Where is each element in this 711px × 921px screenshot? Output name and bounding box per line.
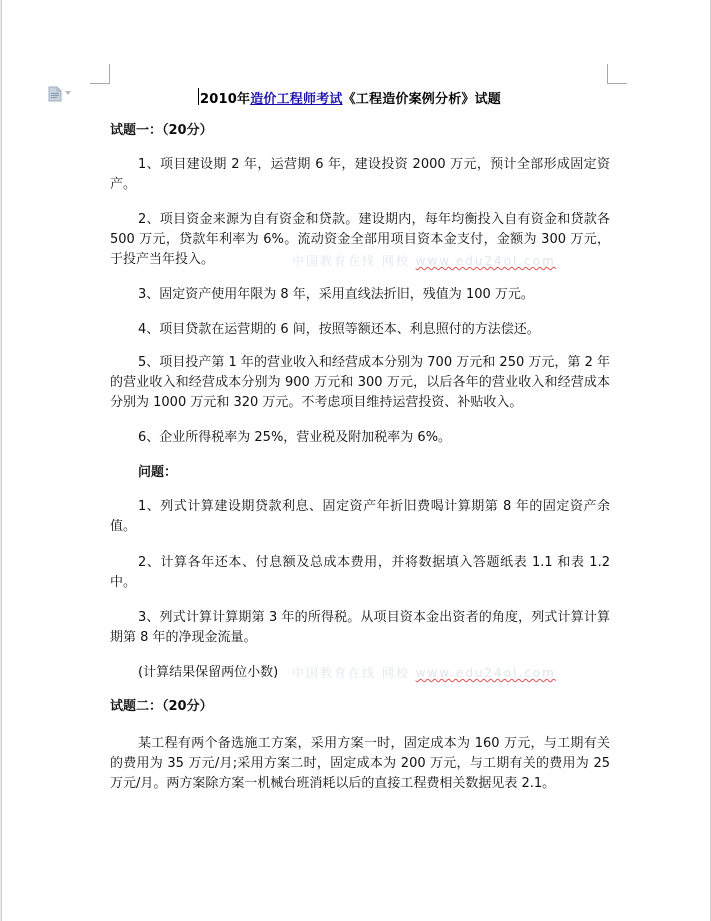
title-suffix: 《工程造价案例分析》试题 (342, 92, 501, 107)
document-title (200, 88, 501, 107)
text-cursor (198, 88, 199, 105)
document-icon[interactable] (48, 86, 62, 102)
q1-paragraph-3: 3、固定资产使用年限为 8 年，采用直线法折旧，残值为 100 万元。 (138, 287, 534, 302)
q1-paragraph-1: 1、项目建设期 2 年，运营期 6 年，建设投资 2000 万元，预计全部形成固定资产。 (110, 157, 610, 192)
q1-paragraph-4: 4、项目贷款在运营期的 6 间，按照等额还本、利息照付的方法偿还。 (138, 322, 540, 337)
watermark-text: 中国教育在线 网校 (292, 254, 410, 268)
watermark-url: www.edu24ol.com (415, 254, 556, 268)
q1-question-2: 2、计算各年还本、付息额及总成本费用，并将数据填入答题纸表 1.1 和表 1.2 中。 (110, 555, 610, 590)
crop-mark-top-left (109, 64, 110, 84)
q1-paragraph-2: 2、项目资金来源为自有资金和贷款。建设期内，每年均衡投入自有资金和贷款各 500 万元，贷款年利率为 6%。流动资金全部用项目资本金支付，金额为 300 万元，于投产当年投入。 (110, 212, 610, 267)
q1-paragraph-6: 6、企业所得税率为 25%，营业税及附加税率为 6%。 (138, 430, 452, 445)
watermark-text: 中国教育在线 网校 (292, 666, 410, 680)
document-page (1, 0, 711, 921)
title-prefix: 2010年 (200, 92, 251, 107)
calculation-note: (计算结果保留两位小数) (138, 665, 279, 680)
q1-paragraph-5: 5、项目投产第 1 年的营业收入和经营成本分别为 700 万元和 250 万元，第 2 年的营业收入和经营成本分别为 900 万元和 300 万元，以后各年的营业收入和经营成本分别为 1000 万元和 320 万元。不考虑项目维持运营投资、补贴收入。 (110, 355, 610, 410)
crop-mark-top-right (607, 64, 608, 84)
questions-heading: 问题： (138, 465, 178, 480)
q1-question-3: 3、列式计算计算期第 3 年的所得税。从项目资本金出资者的角度，列式计算计算期第 8 年的净现金流量。 (110, 610, 610, 645)
watermark (292, 664, 556, 681)
crop-mark-top-left-h (90, 83, 110, 84)
question-2-heading: 试题二：（20分） (110, 699, 213, 714)
crop-mark-top-right-h (607, 83, 627, 84)
q1-question-1: 1、列式计算建设期贷款利息、固定资产年折旧费喝计算期第 8 年的固定资产余值。 (110, 499, 610, 534)
title-link[interactable]: 造价工程师考试 (250, 92, 343, 107)
watermark (292, 252, 556, 269)
question-1-heading: 试题一：（20分） (110, 123, 213, 138)
watermark-url: www.edu24ol.com (415, 666, 556, 680)
q2-paragraph-1: 某工程有两个备选施工方案，采用方案一时，固定成本为 160 万元，与工期有关的费用为 35 万元/月;采用方案二时，固定成本为 200 万元，与工期有关的费用为 25 万元/月。两方案除方案一机械台班消耗以后的直接工程费相关数据见表 2.1。 (110, 736, 610, 791)
chevron-down-icon[interactable] (65, 91, 71, 95)
